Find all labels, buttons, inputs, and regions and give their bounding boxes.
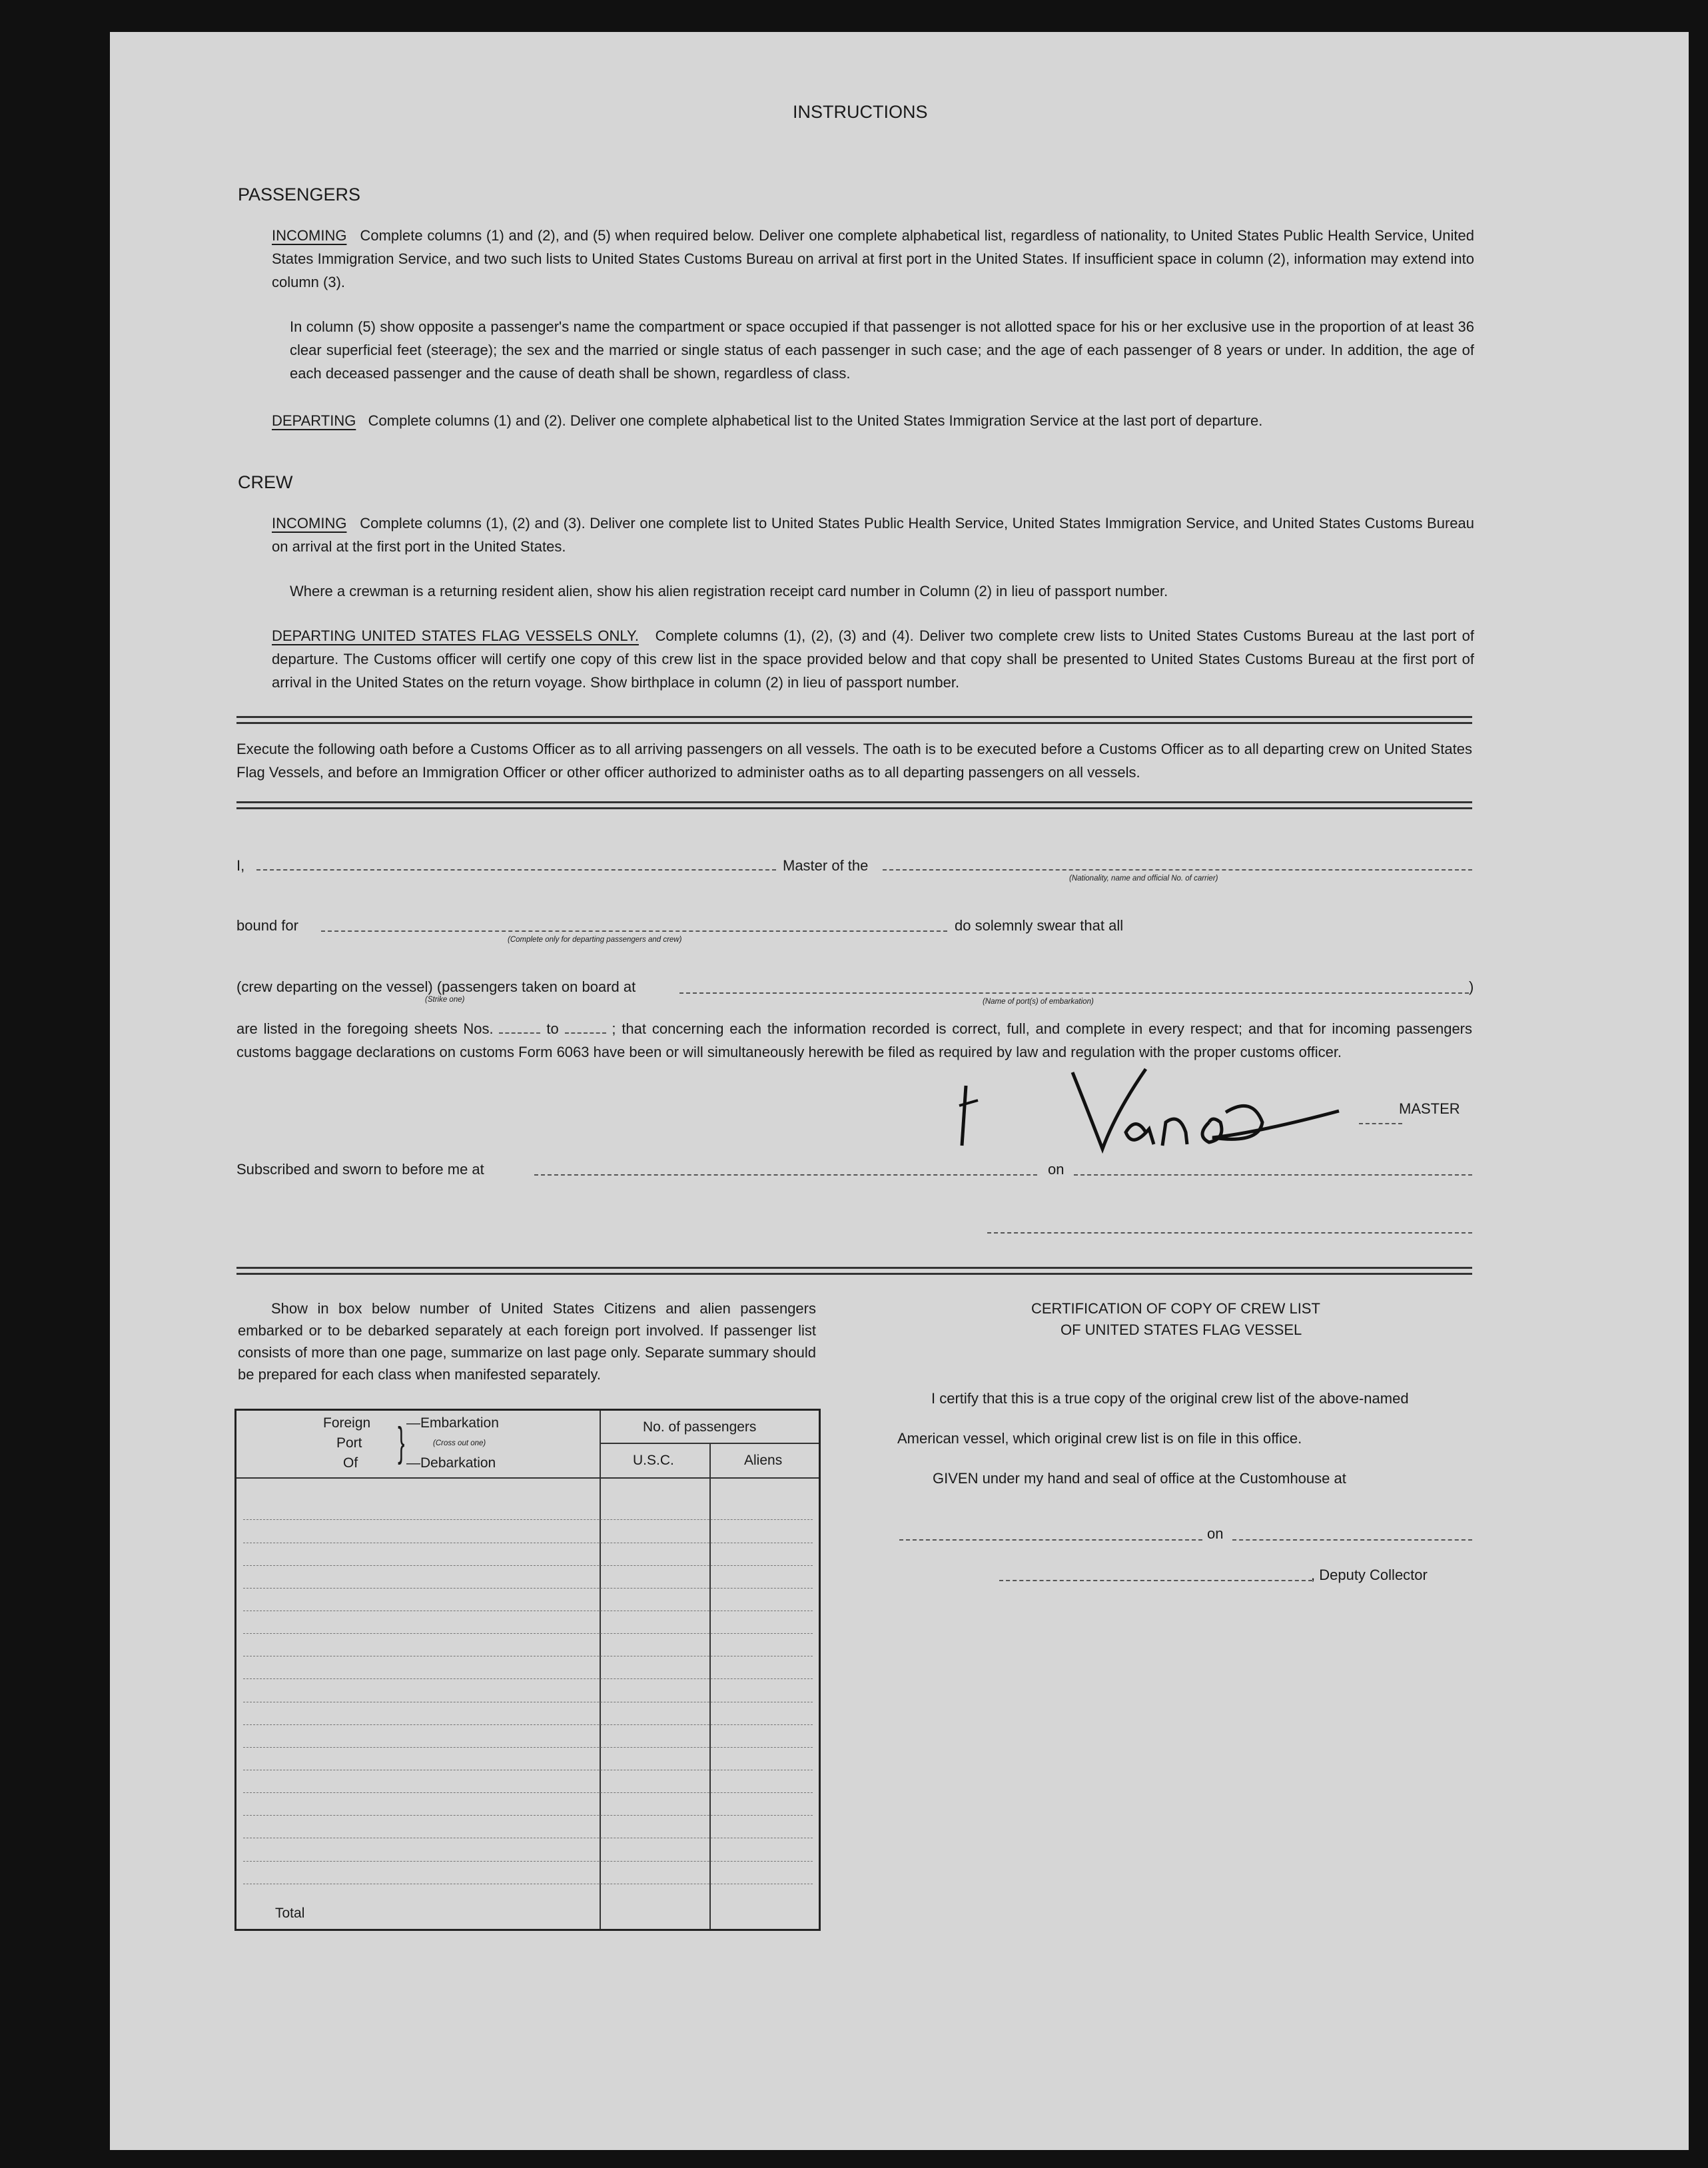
oath-instruction: Execute the following oath before a Customs Officer as to all arriving passengers on all vessels. The oath is to be executed before a Customs Officer as to all departing crew on United States Flag Vessels, and before an Immigration Officer or other officer authorized to administer oaths as to all departing passengers on all vessels. (236, 741, 1472, 781)
table-of-label: Of (343, 1455, 358, 1471)
oath-sheet-from-field[interactable] (499, 1023, 540, 1034)
table-row[interactable] (243, 1724, 813, 1725)
table-port-label: Port (336, 1435, 362, 1451)
table-row[interactable] (243, 1861, 813, 1862)
crew-departing-text: Complete columns (1), (2), (3) and (4). Deliver two complete crew lists to United States Customs Bureau at the last port of departure. The Customs officer will certify one copy of this crew list in the space provided below and that copy shall be presented to United States Customs Bureau at the first port of arrival in the United States on the return voyage. Show birthplace in column (2) in lieu of passport number. (272, 627, 1474, 691)
subscribed-on-label: on (1048, 1161, 1065, 1178)
table-row[interactable] (243, 1588, 813, 1589)
oath-departing-caption: (Complete only for departing passengers and crew) (508, 936, 682, 944)
certification-title-line1: CERTIFICATION OF COPY OF CREW LIST (1031, 1300, 1320, 1317)
oath-listed-paragraph (236, 1017, 1472, 1064)
table-cross-out-caption: (Cross out one) (433, 1439, 486, 1447)
table-total-label: Total (275, 1906, 305, 1921)
table-row[interactable] (243, 1815, 813, 1816)
table-row[interactable] (243, 1747, 813, 1748)
summary-instruction: Show in box below number of United States Citizens and alien passengers embarked or to be debarked separately at each foreign port involved. If passenger list consists of more than one page, summarize on last page only. Separate summary should be prepared for each class when manifested separately. (238, 1300, 816, 1383)
table-col-divider-2 (709, 1443, 711, 1929)
deputy-collector-label: , Deputy Collector (1311, 1567, 1428, 1583)
table-row[interactable] (243, 1565, 813, 1566)
master-signature (946, 1059, 1372, 1159)
certification-text-line2: American vessel, which original crew list is on file in this office. (897, 1430, 1302, 1447)
table-no-passengers-label: No. of passengers (643, 1419, 757, 1435)
oath-swear-label: do solemnly swear that all (955, 917, 1124, 934)
crew-departing-paragraph (272, 624, 1474, 694)
officer-signature-field[interactable] (987, 1232, 1472, 1234)
passengers-heading: PASSENGERS (238, 184, 361, 204)
table-foreign-label: Foreign (323, 1415, 371, 1431)
deputy-collector-signature-field[interactable] (999, 1580, 1312, 1581)
table-row[interactable] (243, 1792, 813, 1793)
certification-title-line2: OF UNITED STATES FLAG VESSEL (1061, 1321, 1302, 1338)
table-row[interactable] (243, 1678, 813, 1679)
oath-ports-field[interactable] (679, 992, 1469, 994)
passenger-summary-table (234, 1409, 821, 1931)
passengers-departing-paragraph (272, 409, 1474, 432)
page-title: INSTRUCTIONS (793, 102, 928, 122)
oath-vessel-field[interactable] (883, 869, 1472, 871)
crew-incoming-label: INCOMING (272, 515, 347, 532)
oath-ports-caption: (Name of port(s) of embarkation) (983, 998, 1094, 1006)
oath-crew-passengers-label: (crew departing on the vessel) (passengers taken on board at (236, 978, 636, 995)
oath-listed-text: ; that concerning each the information recorded is correct, full, and complete in every respect; and that for incoming passengers customs baggage declarations on customs Form 6063 have been or will simultaneously herewith be filed as required by law and regulation with the proper customs officer. (236, 1020, 1473, 1060)
certification-given: GIVEN under my hand and seal of office at the Customhouse at (933, 1470, 1346, 1487)
oath-to-label: to (546, 1020, 559, 1037)
master-label: MASTER (1399, 1100, 1460, 1117)
certification-place-field[interactable] (899, 1539, 1202, 1541)
passengers-departing-label: DEPARTING (272, 412, 356, 429)
table-debarkation-label: —Debarkation (406, 1455, 496, 1471)
passengers-incoming-text: Complete columns (1) and (2), and (5) when required below. Deliver one complete alphabetical list, regardless of nationality, to United States Public Health Service, United States Immigration Service, and two such lists to United States Customs Bureau on arrival at first port in the United States. If insufficient space in column (2), information may extend into column (3). (272, 227, 1474, 290)
passengers-incoming-paragraph (272, 224, 1474, 294)
oath-i-label: I, (236, 857, 245, 874)
subscribed-label: Subscribed and sworn to before me at (236, 1161, 484, 1178)
oath-bound-for-label: bound for (236, 917, 298, 934)
table-row[interactable] (243, 1633, 813, 1634)
master-signature-line (1359, 1123, 1402, 1124)
table-subheader-divider (600, 1443, 819, 1444)
passengers-incoming-label: INCOMING (272, 227, 347, 244)
certification-text-line1: I certify that this is a true copy of the original crew list of the above-named (931, 1390, 1409, 1407)
oath-strike-caption: (Strike one) (425, 996, 465, 1004)
divider-oath (236, 801, 1472, 809)
table-col-divider-1 (600, 1411, 601, 1929)
crew-incoming-text: Complete columns (1), (2) and (3). Deliver one complete list to United States Public Health Service, United States Immigration Service, and United States Customs Bureau on arrival at the first port in the United States. (272, 515, 1474, 555)
table-aliens-label: Aliens (744, 1453, 783, 1468)
oath-master-name-field[interactable] (256, 869, 776, 871)
subscribed-date-field[interactable] (1074, 1174, 1472, 1176)
passengers-departing-text: Complete columns (1) and (2). Deliver one complete alphabetical list to the United States Immigration Service at the last port of departure. (368, 412, 1263, 429)
table-usc-label: U.S.C. (633, 1453, 674, 1468)
certification-on-label: on (1207, 1525, 1224, 1542)
oath-listed-label: are listed in the foregoing sheets Nos. (236, 1020, 494, 1037)
crew-incoming-paragraph (272, 512, 1474, 558)
table-header-divider (236, 1477, 819, 1479)
oath-sheet-to-field[interactable] (565, 1023, 606, 1034)
crew-heading: CREW (238, 472, 293, 492)
certification-date-field[interactable] (1232, 1539, 1472, 1541)
table-brace: } (398, 1419, 405, 1465)
oath-nationality-caption: (Nationality, name and official No. of carrier) (1069, 875, 1218, 883)
table-embarkation-label: —Embarkation (406, 1415, 499, 1431)
divider-top (236, 716, 1472, 724)
oath-bound-for-field[interactable] (321, 930, 947, 932)
oath-master-of-label: Master of the (783, 857, 869, 874)
passengers-column5-paragraph: In column (5) show opposite a passenger's name the compartment or space occupied if that passenger is not allotted space for his or her exclusive use in the proportion of at least 36 clear superficial feet (steerage); the sex and the married or single status of each passenger in such case; and the age of each passenger of 8 years or under. In addition, the age of each deceased passenger and the cause of death shall be shown, regardless of class. (290, 318, 1474, 382)
crew-crewman-paragraph: Where a crewman is a returning resident alien, show his alien registration receipt card number in Column (2) in lieu of passport number. (290, 583, 1168, 599)
oath-close-paren: ) (1469, 978, 1474, 995)
crew-departing-label: DEPARTING UNITED STATES FLAG VESSELS ONLY. (272, 627, 639, 644)
subscribed-place-field[interactable] (534, 1174, 1037, 1176)
divider-bottom (236, 1267, 1472, 1275)
table-row[interactable] (243, 1519, 813, 1520)
